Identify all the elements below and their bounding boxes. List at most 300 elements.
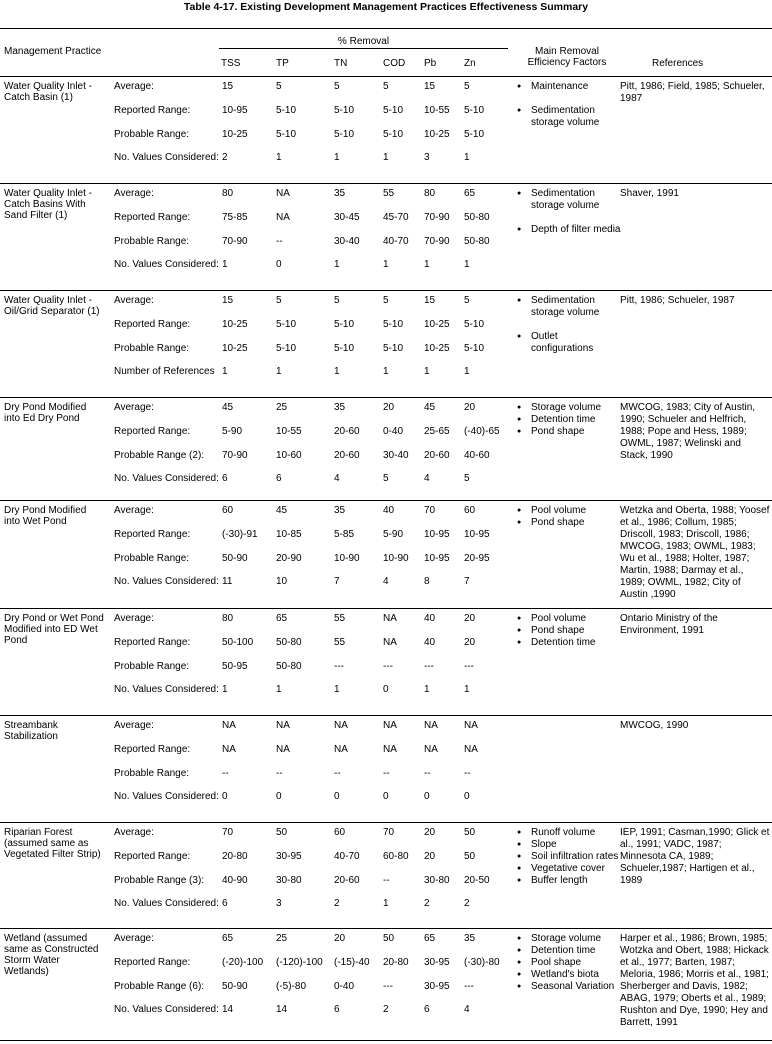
value-cod: NA [383,744,397,755]
value-pb: 1 [424,366,430,377]
value-tn: 1 [334,366,340,377]
measure-label: Reported Range: [114,529,191,540]
value-pb: 10-25 [424,343,450,354]
value-cod: 1 [383,259,389,270]
value-pb: 2 [424,898,430,909]
value-pb: 20 [424,851,436,862]
value-cod: 5 [383,81,389,92]
value-tss: 50-95 [222,661,248,672]
header-pb: Pb [424,58,437,69]
measure-label: Average: [114,933,154,944]
value-zn: 5 [464,473,470,484]
value-tp: 0 [276,791,282,802]
removal-factor: ● Sedimentation storage volume [517,105,622,129]
removal-factor: ● Pool shape [517,957,622,969]
value-tn: 1 [334,259,340,270]
value-tss: 1 [222,259,228,270]
value-tn: NA [334,720,348,731]
value-tn: --- [334,661,344,672]
removal-factor: ● Storage volume [517,402,622,414]
value-tn: 5-10 [334,105,355,116]
references-text: Ontario Ministry of the Environment, 1991 [620,613,718,636]
value-tss: 14 [222,1004,234,1015]
practice-group [0,290,772,397]
removal-factor: ● Outlet configurations [517,331,622,355]
removal-factor: ● Sedimentation storage volume [517,295,622,319]
value-tp: NA [276,744,290,755]
bottom-rule [0,1040,772,1041]
value-zn: 5-10 [464,343,485,354]
measure-label: Number of References [114,366,215,377]
value-zn: --- [464,661,474,672]
removal-factors-list [517,827,622,887]
removal-factor: ● Pond shape [517,625,622,637]
header-factors: Main Removal Efficiency Factors [527,46,607,68]
value-cod: 5-10 [383,129,404,140]
removal-factors-list [517,505,622,529]
value-cod: 1 [383,152,389,163]
value-tss: 40-90 [222,875,248,886]
measure-label: Probable Range: [114,343,190,354]
value-tp: 10 [276,576,288,587]
value-cod: NA [383,720,397,731]
value-tss: 6 [222,473,228,484]
value-tn: NA [334,744,348,755]
value-zn: 1 [464,152,470,163]
value-tp: 6 [276,473,282,484]
value-zn: 1 [464,684,470,695]
value-zn: 1 [464,259,470,270]
value-tn: 55 [334,613,346,624]
measure-label: Average: [114,295,154,306]
value-cod: 5-90 [383,529,404,540]
value-pb: 10-95 [424,553,450,564]
practice-name: Streambank Stabilization [4,720,58,742]
references-text: IEP, 1991; Casman,1990; Glick et al., 1991; VADC, 1987; Minnesota CA, 1989; Schueler,1987; Hartigen et al., 1989 [620,827,770,886]
measure-label: Average: [114,81,154,92]
practice-name: Wetland (assumed same as Constructed Storm Water Wetlands) [4,933,99,977]
value-pb: NA [424,720,438,731]
value-zn: 20 [464,402,476,413]
value-tn: 5-10 [334,319,355,330]
value-tss: (-30)-91 [222,529,258,540]
measure-label: Probable Range: [114,768,190,779]
value-tss: 10-25 [222,319,248,330]
value-cod: 40 [383,505,395,516]
practice-group [0,397,772,500]
measure-label: Reported Range: [114,212,191,223]
value-tp: 5-10 [276,319,297,330]
value-cod: NA [383,613,397,624]
value-cod: 5 [383,295,389,306]
measure-label: Reported Range: [114,426,191,437]
value-cod: 20 [383,402,395,413]
value-zn: 5 [464,81,470,92]
value-tp: 25 [276,402,288,413]
removal-factors-list [517,295,622,355]
value-cod: 4 [383,576,389,587]
measure-label: Average: [114,720,154,731]
value-tss: 5-90 [222,426,243,437]
value-pb: 3 [424,152,430,163]
value-tss: 1 [222,366,228,377]
value-zn: 7 [464,576,470,587]
value-cod: --- [383,981,393,992]
measure-label: Reported Range: [114,744,191,755]
value-tn: -- [334,768,341,779]
value-pb: 8 [424,576,430,587]
table-header [0,30,772,75]
value-cod: NA [383,637,397,648]
value-tss: NA [222,720,236,731]
value-pb: --- [424,661,434,672]
value-tss: 20-80 [222,851,248,862]
measure-label: Probable Range (3): [114,875,205,886]
practice-name: Water Quality Inlet - Catch Basin (1) [4,81,92,103]
header-tp: TP [276,58,289,69]
value-pb: 10-55 [424,105,450,116]
removal-factor: ● Detention time [517,414,622,426]
value-tss: 10-25 [222,129,248,140]
value-tp: 50 [276,827,288,838]
value-tn: 40-70 [334,851,360,862]
practice-name: Riparian Forest (assumed same as Vegetated Filter Strip) [4,827,101,860]
value-tp: -- [276,768,283,779]
value-pb: 30-95 [424,957,450,968]
value-tss: 50-90 [222,981,248,992]
removal-factor: ● Detention time [517,945,622,957]
removal-factor: ● Storage volume [517,933,622,945]
removal-factor: ● Vegetative cover [517,863,622,875]
practice-name: Dry Pond Modified into Wet Pond [4,505,87,527]
removal-factor: ● Depth of filter media [517,224,622,236]
value-tn: 20-60 [334,426,360,437]
value-pb: 20-60 [424,450,450,461]
value-pb: 30-80 [424,875,450,886]
value-cod: 20-80 [383,957,409,968]
value-tn: 30-40 [334,236,360,247]
practice-name: Water Quality Inlet - Oil/Grid Separator (1) [4,295,100,317]
value-zn: 5-10 [464,319,485,330]
references-text: MWCOG, 1990 [620,720,689,731]
value-tp: 5-10 [276,129,297,140]
practice-name: Dry Pond Modified into Ed Dry Pond [4,402,87,424]
value-pb: 25-65 [424,426,450,437]
measure-label: No. Values Considered: [114,898,219,909]
value-zn: (-30)-80 [464,957,500,968]
value-cod: 1 [383,898,389,909]
value-pb: 80 [424,188,436,199]
value-tss: 60 [222,505,234,516]
value-tp: 10-55 [276,426,302,437]
measure-label: Probable Range (2): [114,450,205,461]
removal-factor: ● Runoff volume [517,827,622,839]
value-tn: 5-10 [334,129,355,140]
value-tp: 10-85 [276,529,302,540]
value-tn: 20-60 [334,875,360,886]
value-tn: 35 [334,505,346,516]
measure-label: No. Values Considered: [114,152,219,163]
value-tp: 5-10 [276,343,297,354]
value-pb: 65 [424,933,436,944]
value-tss: 50-100 [222,637,254,648]
value-cod: --- [383,661,393,672]
removal-factors-list [517,81,622,129]
value-tp: 5-10 [276,105,297,116]
value-tn: 35 [334,188,346,199]
value-cod: 45-70 [383,212,409,223]
value-tss: 50-90 [222,553,248,564]
value-tp: 50-80 [276,637,302,648]
value-pb: 40 [424,613,436,624]
practice-group [0,500,772,608]
value-cod: 5-10 [383,105,404,116]
header-percent-removal: % Removal [337,36,390,47]
value-tp: 1 [276,366,282,377]
value-tss: 11 [222,576,233,587]
value-zn: 20-95 [464,553,490,564]
value-cod: 30-40 [383,450,409,461]
removal-factor: ● Slope [517,839,622,851]
value-tn: 30-45 [334,212,360,223]
value-pb: 15 [424,81,436,92]
practice-group [0,608,772,715]
value-zn: -- [464,768,471,779]
removal-factors-list [517,188,622,236]
removal-factor: ● Pool volume [517,505,622,517]
practice-name: Water Quality Inlet - Catch Basins With Sand Filter (1) [4,188,92,221]
value-cod: 0-40 [383,426,404,437]
value-cod: 1 [383,366,389,377]
value-tp: 45 [276,505,288,516]
measure-label: Probable Range: [114,553,190,564]
value-tss: 70 [222,827,234,838]
removal-factor: ● Buffer length [517,875,622,887]
value-zn: 4 [464,1004,470,1015]
measure-label: No. Values Considered: [114,259,219,270]
removal-factors-list [517,933,622,993]
header-tss: TSS [221,58,241,69]
percent-removal-rule [219,48,508,49]
value-zn: 2 [464,898,470,909]
value-tp: 65 [276,613,288,624]
value-cod: 50 [383,933,395,944]
value-tp: 1 [276,152,282,163]
measure-label: Reported Range: [114,105,191,116]
value-cod: 0 [383,791,389,802]
practice-group [0,928,772,1040]
value-tss: 2 [222,152,228,163]
removal-factor: ● Wetland's biota [517,969,622,981]
value-tss: 80 [222,188,234,199]
references-text: Harper et al., 1986; Brown, 1985; Wotzka and Obert, 1988; Hickack et al., 1977; Barten, 1987; Meloria, 1986; Morris et al., 1981; Sherberger and Davis, 1982; ABAG, 1979; Oberts et al., 1989; Rushton and Dye, 1990; Hey and Barrett, 1991 [620,933,769,1028]
value-zn: 50 [464,827,476,838]
measure-label: Reported Range: [114,851,191,862]
value-tn: 20-60 [334,450,360,461]
measure-label: Average: [114,402,154,413]
value-tn: 4 [334,473,340,484]
value-tp: 0 [276,259,282,270]
value-cod: 10-90 [383,553,409,564]
references-text: Pitt, 1986; Schueler, 1987 [620,295,735,306]
references-text: Wetzka and Oberta, 1988; Yoosef et al., 1986; Collum, 1985; Driscoll, 1983; Driscoll, 1986; MWCOG, 1983; OWML, 1983; Wu et al., 1988; Holter, 1987; Martin, 1988; Darmay et al., 1989; OWML, 1982; City of Austin ,1990 [620,505,770,600]
value-zn: 20 [464,613,476,624]
header-tn: TN [334,58,348,69]
value-tn: 1 [334,152,340,163]
value-zn: 60 [464,505,476,516]
removal-factor: ● Seasonal Variation [517,981,622,993]
value-cod: 70 [383,827,395,838]
header-cod: COD [383,58,406,69]
value-tp: 1 [276,684,282,695]
value-zn: NA [464,744,478,755]
references-text: Shaver, 1991 [620,188,679,199]
value-tss: 10-95 [222,105,248,116]
table-title: Table 4-17. Existing Development Management Practices Effectiveness Summary [183,1,589,13]
measure-label: No. Values Considered: [114,684,219,695]
measure-label: Average: [114,505,154,516]
value-zn: 5-10 [464,129,485,140]
value-pb: 1 [424,684,430,695]
value-tss: 10-25 [222,343,248,354]
references-text: MWCOG, 1983; City of Austin, 1990; Schueler and Helfrich, 1988; Pope and Hess, 1989; OWML, 1987; Welinski and Stack, 1990 [620,402,756,461]
value-tss: 6 [222,898,228,909]
value-tn: 1 [334,684,340,695]
value-zn: 10-95 [464,529,490,540]
practice-group [0,183,772,290]
measure-label: No. Values Considered: [114,576,219,587]
value-tp: (-120)-100 [276,957,323,968]
measure-label: Probable Range (6): [114,981,205,992]
value-pb: -- [424,768,431,779]
value-tss: (-20)-100 [222,957,264,968]
value-tss: 15 [222,295,234,306]
value-tn: 20 [334,933,346,944]
measure-label: Reported Range: [114,637,191,648]
value-cod: 2 [383,1004,389,1015]
value-tss: 65 [222,933,234,944]
header-practice: Management Practice [4,46,102,57]
value-cod: 5-10 [383,343,404,354]
value-tss: -- [222,768,229,779]
removal-factor: ● Pool volume [517,613,622,625]
value-tp: 10-60 [276,450,302,461]
value-zn: 40-60 [464,450,490,461]
value-tn: 7 [334,576,340,587]
practice-group [0,822,772,928]
removal-factor: ● Pond shape [517,517,622,529]
measure-label: Average: [114,188,154,199]
value-tss: 80 [222,613,234,624]
measure-label: No. Values Considered: [114,791,219,802]
practice-group [0,715,772,822]
measure-label: Average: [114,827,154,838]
removal-factor: ● Soil infiltration rates [517,851,622,863]
measure-label: Probable Range: [114,129,190,140]
references-text: Pitt, 1986; Field, 1985; Schueler, 1987 [620,81,765,104]
removal-factor: ● Detention time [517,637,622,649]
measure-label: Reported Range: [114,957,191,968]
value-zn: 1 [464,366,470,377]
value-cod: 0 [383,684,389,695]
value-tss: 45 [222,402,234,413]
value-tn: (-15)-40 [334,957,370,968]
value-tp: 30-95 [276,851,302,862]
value-tp: 30-80 [276,875,302,886]
value-pb: 10-25 [424,319,450,330]
value-pb: 70-90 [424,212,450,223]
value-tss: 1 [222,684,228,695]
measure-label: Probable Range: [114,236,190,247]
value-pb: NA [424,744,438,755]
value-pb: 10-95 [424,529,450,540]
value-zn: 35 [464,933,476,944]
value-tss: 75-85 [222,212,248,223]
value-tp: NA [276,720,290,731]
value-tp: 3 [276,898,282,909]
value-tn: 35 [334,402,346,413]
value-tp: 5 [276,295,282,306]
value-tn: 5-85 [334,529,355,540]
value-zn: NA [464,720,478,731]
value-tp: 20-90 [276,553,302,564]
value-pb: 40 [424,637,436,648]
value-cod: -- [383,875,390,886]
value-pb: 15 [424,295,436,306]
measure-label: Probable Range: [114,661,190,672]
value-tn: 55 [334,637,346,648]
value-tss: 0 [222,791,228,802]
value-zn: 5 [464,295,470,306]
value-tn: 5 [334,295,340,306]
removal-factor: ● Pond shape [517,426,622,438]
removal-factor: ● Sedimentation storage volume [517,188,622,212]
value-tp: NA [276,212,290,223]
value-pb: 30-95 [424,981,450,992]
value-zn: --- [464,981,474,992]
value-pb: 10-25 [424,129,450,140]
value-tp: 14 [276,1004,288,1015]
value-cod: 5 [383,473,389,484]
value-zn: 65 [464,188,476,199]
value-zn: 50 [464,851,476,862]
header-zn: Zn [464,58,476,69]
value-zn: 5-10 [464,105,485,116]
value-pb: 6 [424,1004,430,1015]
value-tp: 5 [276,81,282,92]
value-cod: 55 [383,188,395,199]
value-tss: NA [222,744,236,755]
measure-label: No. Values Considered: [114,1004,219,1015]
measure-label: Average: [114,613,154,624]
value-tp: 25 [276,933,288,944]
value-pb: 70 [424,505,436,516]
practice-name: Dry Pond or Wet Pond Modified into ED Wet Pond [4,613,104,646]
value-tn: 2 [334,898,340,909]
value-tn: 5-10 [334,343,355,354]
value-pb: 20 [424,827,436,838]
value-zn: 20 [464,637,476,648]
value-cod: 5-10 [383,319,404,330]
value-pb: 1 [424,259,430,270]
value-tp: NA [276,188,290,199]
value-zn: 50-80 [464,236,490,247]
value-tn: 10-90 [334,553,360,564]
value-tn: 0 [334,791,340,802]
value-pb: 70-90 [424,236,450,247]
value-pb: 4 [424,473,430,484]
value-tss: 70-90 [222,450,248,461]
